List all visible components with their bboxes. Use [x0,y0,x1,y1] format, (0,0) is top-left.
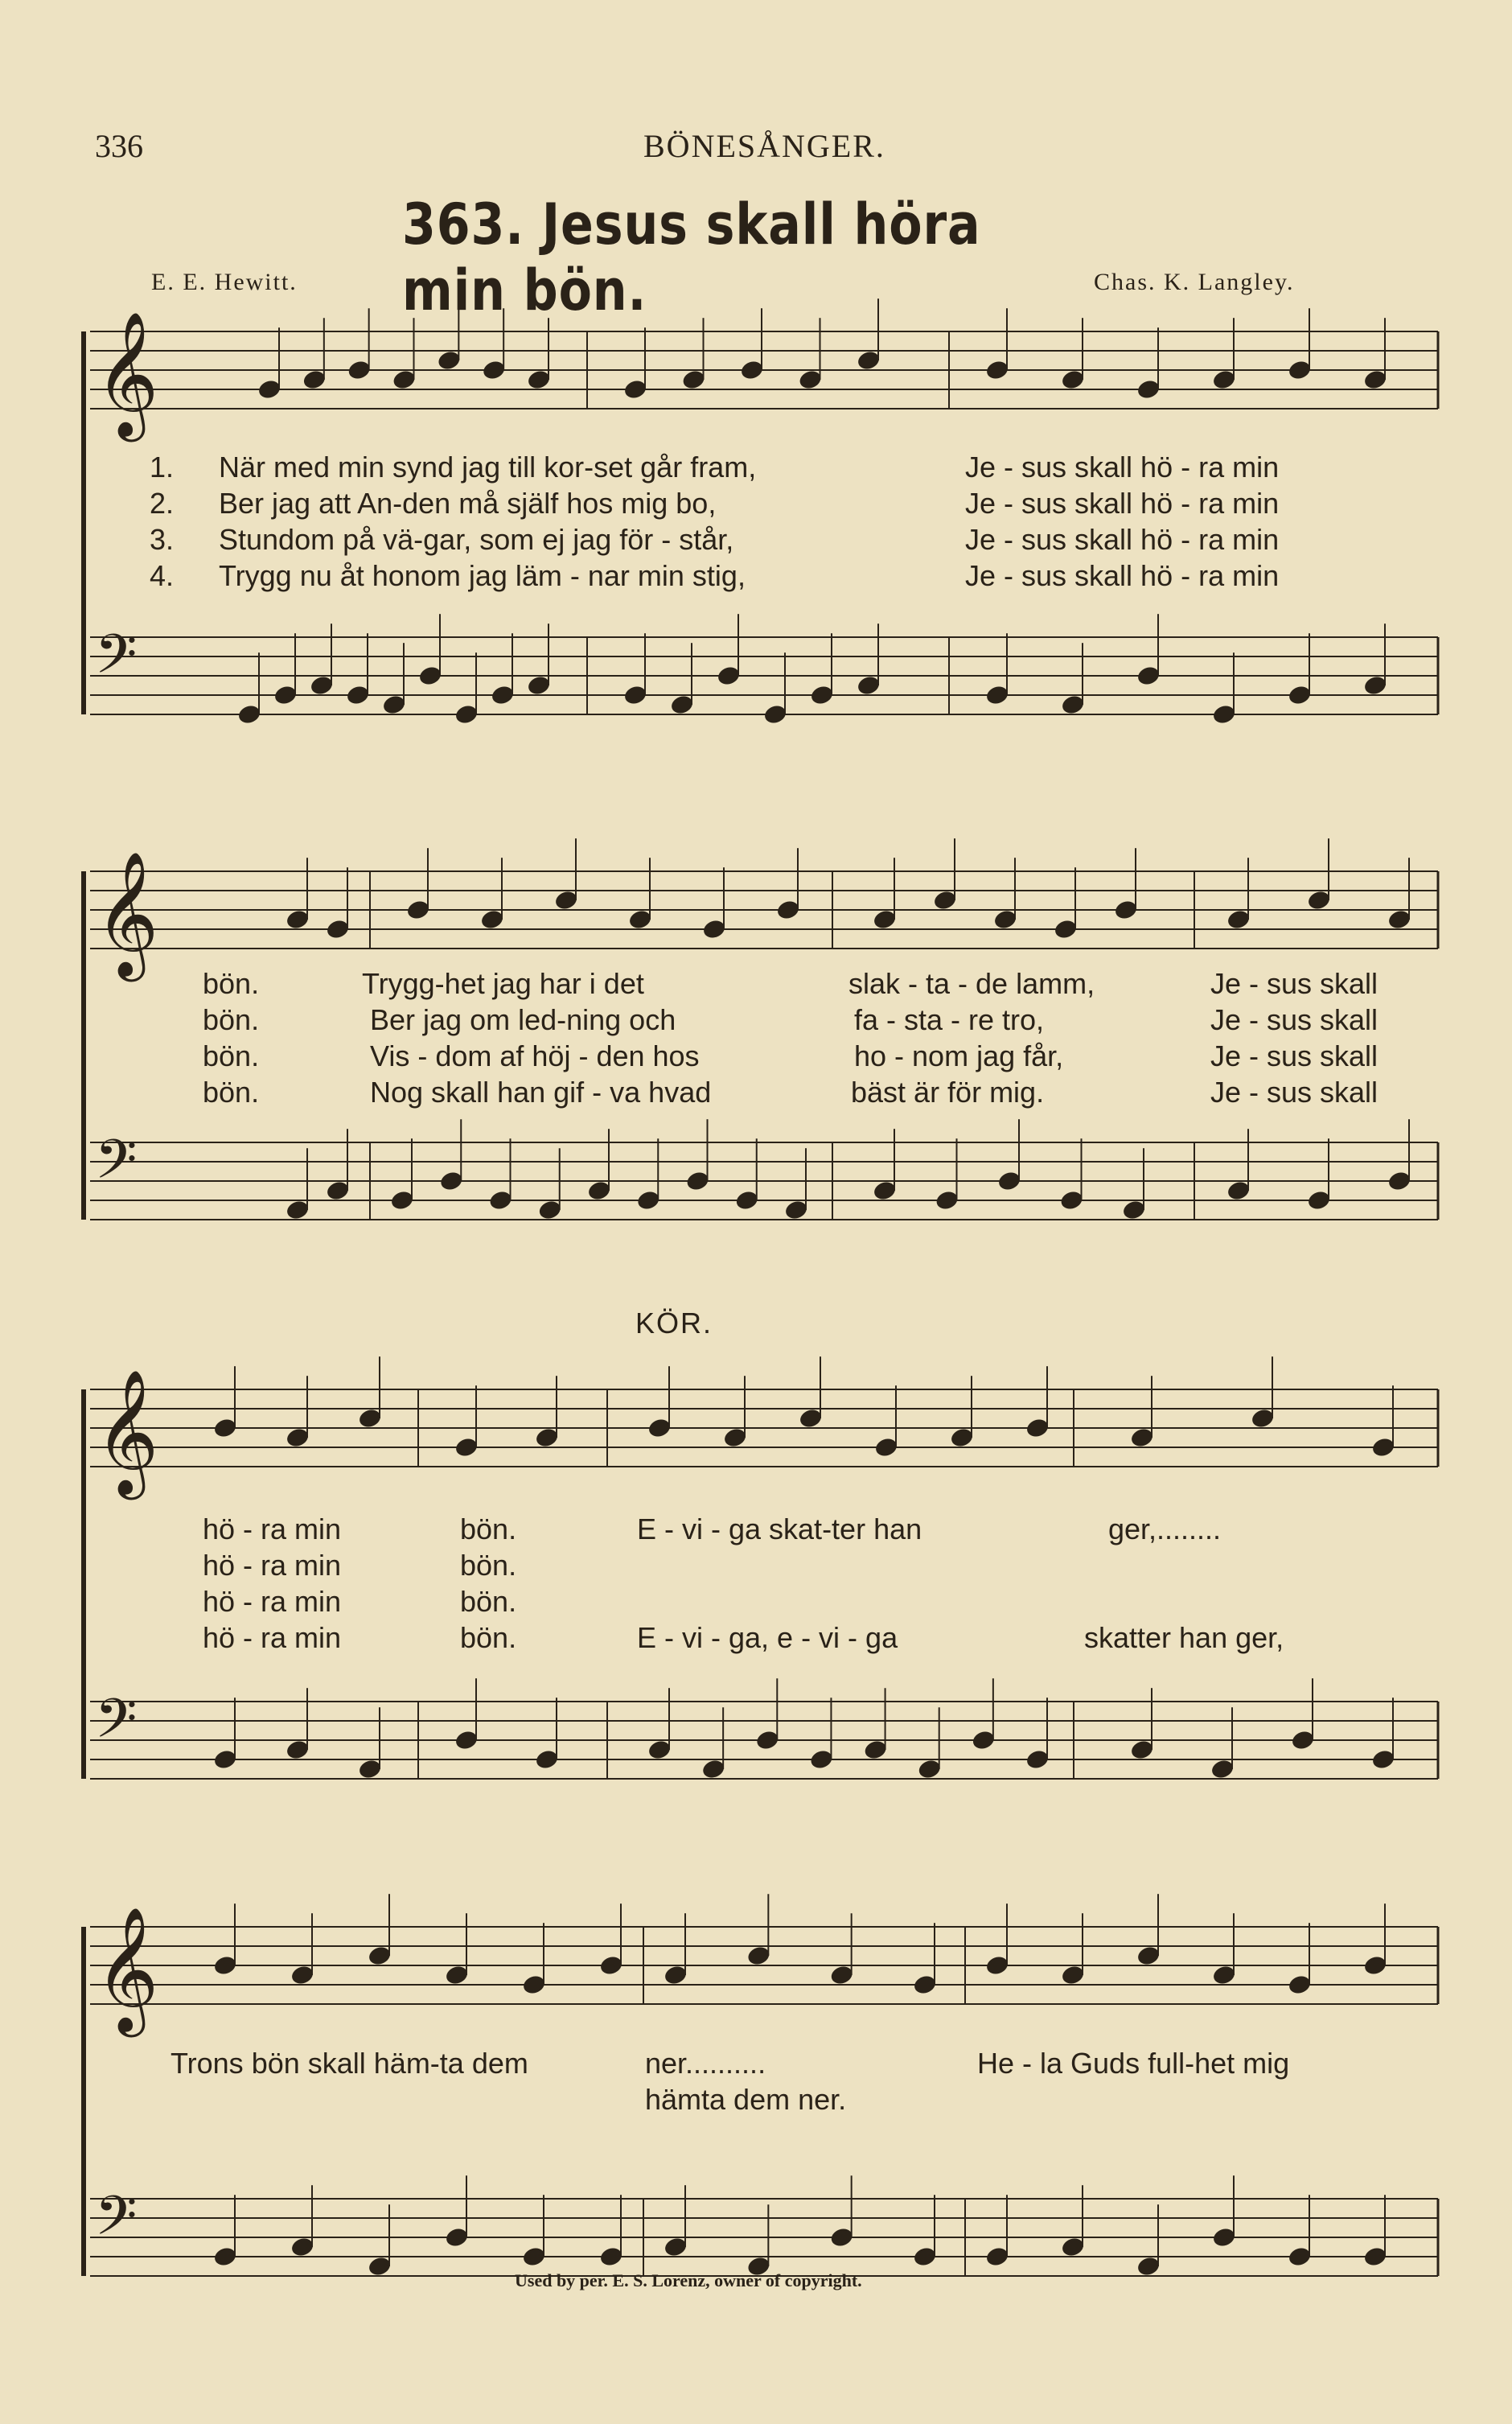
page-number: 336 [95,128,143,164]
lyric-line: Stundom på vä-gar, som ej jag för - står, [219,523,734,556]
lyric-line: hö - ra min [203,1549,342,1582]
lyric-line: E - vi - ga skat-ter han [637,1512,922,1545]
bass-clef-icon: 𝄢 [95,1128,138,1205]
hymn-name: Jesus skall höra min bön. [402,191,981,323]
treble-clef-icon: 𝄞 [95,310,159,437]
lyric-line: bön. [460,1512,517,1545]
lyric-line: Je - sus skall hö - ra min [965,523,1280,556]
lyric-line: Je - sus skall [1210,1076,1378,1109]
lyric-line: bön. [203,1076,260,1109]
lyric-line: hö - ra min [203,1621,342,1654]
lyric-line: ho - nom jag får, [854,1039,1064,1072]
lyric-line: Je - sus skall [1210,967,1378,1000]
lyric-line: bön. [203,1039,260,1072]
lyric-line: ner.......... [645,2047,766,2080]
lyric-line: Je - sus skall hö - ra min [965,559,1280,592]
lyric-line: Vis - dom af höj - den hos [370,1039,700,1072]
hymn-number: 363. [402,191,524,257]
lyric-line: bön. [203,1003,260,1036]
verse-number: 4. [150,559,175,592]
lyric-line: hämta dem ner. [645,2083,847,2116]
bass-clef-icon: 𝄢 [95,1687,138,1764]
lyric-line: Nog skall han gif - va hvad [370,1076,712,1109]
lyric-line: hö - ra min [203,1585,342,1618]
lyric-line: slak - ta - de lamm, [848,967,1095,1000]
lyric-line: ger,........ [1108,1512,1222,1545]
lyric-line: Trygg-het jag har i det [362,967,644,1000]
treble-clef-icon: 𝄞 [95,1905,159,2032]
treble-clef-icon: 𝄞 [95,850,159,977]
bass-clef-icon: 𝄢 [95,623,138,700]
bass-clef-icon: 𝄢 [95,2184,138,2261]
lyric-line: skatter han ger, [1084,1621,1284,1654]
lyric-line: He - la Guds full-het mig [977,2047,1290,2080]
lyric-line: Ber jag att An-den må själf hos mig bo, [219,487,717,520]
author-credit: E. E. Hewitt. [151,269,298,295]
lyric-line: Je - sus skall hö - ra min [965,451,1280,484]
lyric-line: Trons bön skall häm-ta dem [171,2047,528,2080]
verse-number: 2. [150,487,175,520]
lyric-line: E - vi - ga, e - vi - ga [637,1621,898,1654]
lyric-line: bön. [460,1621,517,1654]
verse-number: 1. [150,451,175,484]
lyric-line: Je - sus skall [1210,1039,1378,1072]
composer-credit: Chas. K. Langley. [1094,269,1295,295]
lyric-line: hö - ra min [203,1512,342,1545]
lyric-line: fa - sta - re tro, [854,1003,1045,1036]
lyric-line: bön. [460,1585,517,1618]
verse-number: 3. [150,523,175,556]
lyric-line: bön. [460,1549,517,1582]
lyric-line: Je - sus skall [1210,1003,1378,1036]
lyric-line: När med min synd jag till kor-set går fram, [219,451,757,484]
lyric-line: Je - sus skall hö - ra min [965,487,1280,520]
lyric-line: Trygg nu åt honom jag läm - nar min stig, [219,559,746,592]
chorus-label: KÖR. [635,1307,713,1340]
section-title: BÖNESÅNGER. [643,128,885,164]
lyric-line: bön. [203,967,260,1000]
treble-clef-icon: 𝄞 [95,1368,159,1495]
lyric-line: bäst är för mig. [851,1076,1045,1109]
copyright-note: Used by per. E. S. Lorenz, owner of copyright. [515,2270,862,2290]
lyric-line: Ber jag om led-ning och [370,1003,676,1036]
